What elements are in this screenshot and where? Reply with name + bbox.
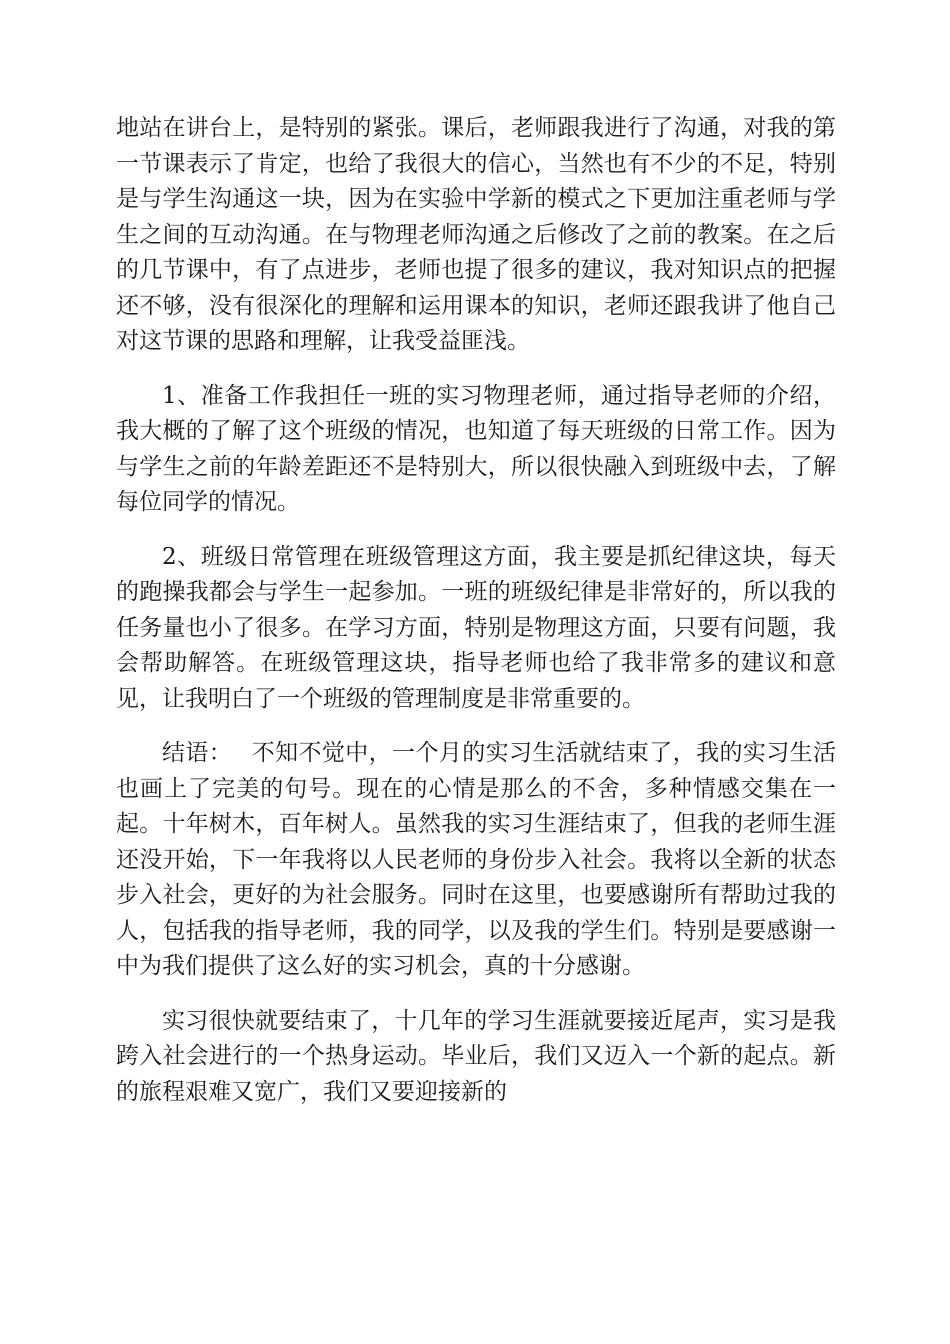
paragraph-closing: 实习很快就要结束了，十几年的学习生涯就要接近尾声，实习是我跨入社会进行的一个热身运动。毕业后，我们又迈入一个新的起点。新的旅程艰难又宽广，我们又要迎接新的	[116, 1007, 836, 1105]
paragraph-conclusion: 结语： 不知不觉中，一个月的实习生活就结束了，我的实习生活也画上了完美的句号。现在的心情是那么的不舍，多种情感交集在一起。十年树木，百年树人。虽然我的实习生涯结束了，但我的老师生涯还没开始，下一年我将以人民老师的身份步入社会。我将以全新的状态步入社会，更好的为社会服务。同时在这里，也要感谢所有帮助过我的人，包括我的指导老师，我的同学，以及我的学生们。特别是要感谢一中为我们提供了这么好的实习机会，真的十分感谢。	[116, 740, 836, 979]
paragraph-class-management: 2、班级日常管理在班级管理这方面，我主要是抓纪律这块，每天的跑操我都会与学生一起参加。一班的班级纪律是非常好的，所以我的任务量也小了很多。在学习方面，特别是物理这方面，只要有问题，我会帮助解答。在班级管理这块，指导老师也给了我非常多的建议和意见，让我明白了一个班级的管理制度是非常重要的。	[116, 543, 836, 712]
paragraph-preparation-work: 1、准备工作我担任一班的实习物理老师，通过指导老师的介绍，我大概的了解了这个班级的情况，也知道了每天班级的日常工作。因为与学生之前的年龄差距还不是特别大，所以很快融入到班级中去，了解每位同学的情况。	[116, 382, 836, 515]
paragraph-continuation: 地站在讲台上，是特别的紧张。课后，老师跟我进行了沟通，对我的第一节课表示了肯定，也给了我很大的信心，当然也有不少的不足，特别是与学生沟通这一块，因为在实验中学新的模式之下更加注重老师与学生之间的互动沟通。在与物理老师沟通之后修改了之前的教案。在之后的几节课中，有了点进步，老师也提了很多的建议，我对知识点的把握还不够，没有很深化的理解和运用课本的知识，老师还跟我讲了他自己对这节课的思路和理解，让我受益匪浅。	[116, 115, 836, 354]
document-body	[116, 111, 836, 1129]
